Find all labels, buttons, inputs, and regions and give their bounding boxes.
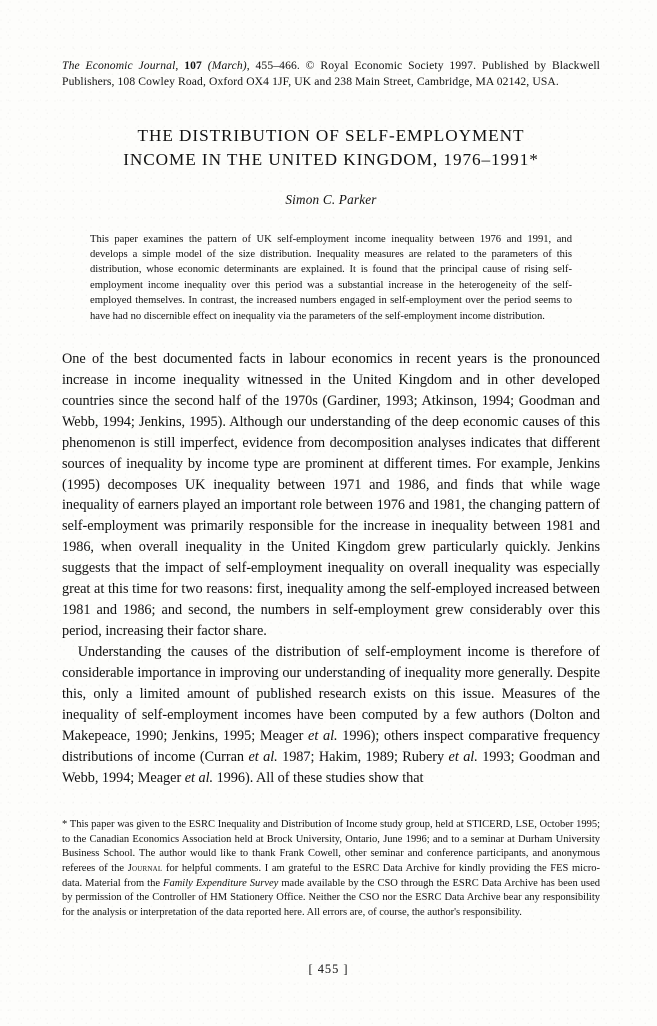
- body-text: [62, 349, 600, 789]
- journal-issue: (March): [207, 59, 247, 72]
- paragraph-2-etal-3: et al.: [448, 748, 478, 765]
- footnote-journal-smallcaps: Journal: [127, 863, 163, 875]
- paragraph-2-etal-2: et al.: [248, 748, 278, 765]
- journal-name: The Economic Journal: [62, 59, 176, 72]
- footnote: [62, 818, 600, 921]
- footnote-segment-2: for helpful comments. I am grateful to the ESRC Data Archive for kindly providing the FES micro-data. Material from the: [62, 863, 600, 889]
- author-name: Simon C. Parker: [285, 191, 377, 207]
- journal-volume: 107: [184, 59, 202, 72]
- footnote-survey-title: Family Expenditure Survey: [163, 877, 279, 889]
- journal-pages-copyright: , 455–466. © Royal Economic Society 1997. Published by Blackwell: [246, 59, 601, 72]
- journal-header-comma: ,: [175, 59, 185, 72]
- paragraph-2-etal-4: et al.: [184, 769, 214, 786]
- paragraph-2-segment-2: 1996); others inspect comparative frequency distributions of income (Curran: [62, 727, 600, 765]
- abstract: This paper examines the pattern of UK self-employment income inequality between 1976 and 1991, and develops a simple model of the size distribution. Inequality measures are related to the parameters of this distribution, whose economic determinants are explained. It is found that the principal cause of rising self-employment income inequality over this period was a substantial increase in the heterogeneity of the self-employed themselves. In contrast, the increased numbers engaged in self-employment over the period seems to have had no discernible effect on inequality via the parameters of the self-employment income distribution.: [90, 233, 572, 322]
- title-line-2: INCOME IN THE UNITED KINGDOM, 1976–1991*: [123, 150, 539, 170]
- paragraph-2: [62, 642, 600, 789]
- title-line-1: THE DISTRIBUTION OF SELF-EMPLOYMENT: [137, 125, 525, 145]
- paragraph-2-segment-5: 1996). All of these studies show that: [213, 769, 424, 786]
- journal-header: [62, 58, 600, 91]
- paragraph-1: One of the best documented facts in labour economics in recent years is the pronounced increase in income inequality witnessed in the United Kingdom and in other developed countries since the second half of the 1970s (Gardiner, 1993; Atkinson, 1994; Goodman and Webb, 1994; Jenkins, 1995). Although our understanding of the deep economic causes of this phenomenon is still imperfect, evidence from decomposition analyses indicates that different sources of inequality by income type are prominent at different times. For example, Jenkins (1995) decomposes UK inequality between 1971 and 1986, and finds that while wage inequality of earners played an important role between 1976 and 1981, the changing pattern of self-employment was primarily responsible for the increase in inequality between 1981 and 1986, when overall inequality in the United Kingdom grew particularly quickly. Jenkins suggests that the impact of self-employment inequality on overall inequality was especially great at this time for two reasons: first, inequality among the self-employed increased between 1981 and 1986; and second, the numbers in self-employment grew considerably over this period, increasing their factor share.: [62, 350, 600, 640]
- page-title: [62, 124, 600, 173]
- page-content: [62, 0, 600, 789]
- footnote-segment-3: made available by the CSO through the ESRC Data Archive has been used by permission of the Controller of HM Stationery Office. Neither the CSO nor the ESRC Data Archive bear any responsibility for the analysis or interpretation of the data reported here. All errors are, of course, the author's responsibility.: [62, 877, 600, 919]
- paragraph-2-etal-1: et al.: [308, 727, 338, 744]
- paragraph-2-segment-3: 1987; Hakim, 1989; Rubery: [277, 748, 449, 765]
- paragraph-2-segment-4: 1993; Goodman and Webb, 1994; Meager: [62, 748, 600, 786]
- footnote-segment-1: * This paper was given to the ESRC Inequality and Distribution of Income study group, held at STICERD, LSE, October 1995; to the Canadian Economics Association held at Brock University, Ontario, June 1996; and to a seminar at Durham University Business School. The author would like to thank Frank Cowell, other seminar and conference participants, and anonymous referees of the: [62, 819, 600, 875]
- page-number: [ 455 ]: [308, 962, 349, 976]
- paragraph-2-segment-1: Understanding the causes of the distribution of self-employment income is therefore of considerable importance in improving our understanding of inequality more generally. Despite this, only a limited amount of published research exists on this issue. Measures of the inequality of self-employment incomes have been computed by a few authors (Dolton and Makepeace, 1990; Jenkins, 1995; Meager: [62, 644, 600, 744]
- journal-publisher-line: Publishers, 108 Cowley Road, Oxford OX4 1JF, UK and 238 Main Street, Cambridge, MA 02142, USA.: [62, 75, 559, 89]
